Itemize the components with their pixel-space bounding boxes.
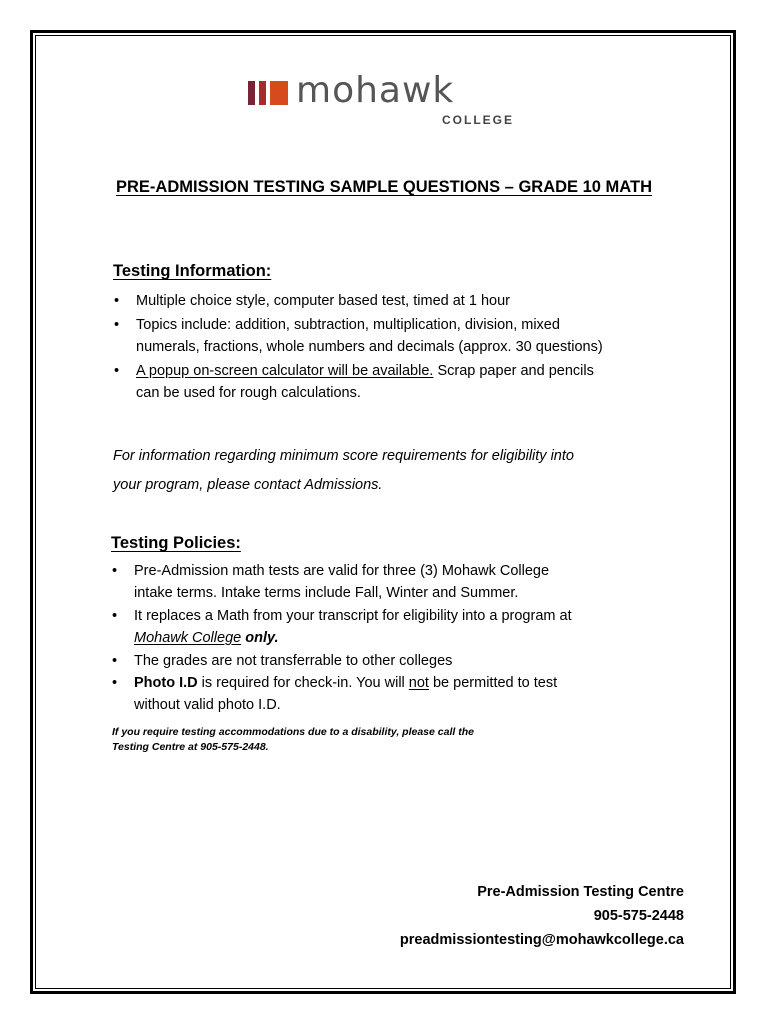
testing-information-list [112,290,672,404]
page-title: PRE-ADMISSION TESTING SAMPLE QUESTIONS – GRADE 10 MATH [115,178,652,196]
logo-wordmark: mohawk [296,70,455,111]
list-item: • It replaces a Math from your transcript for eligibility into a program at Mohawk College only. [110,605,670,649]
testing-policies-heading: Testing Policies: [111,534,241,552]
contact-email: preadmissiontesting@mohawkcollege.ca [399,932,684,948]
list-item: • Multiple choice style, computer based test, timed at 1 hour [112,290,672,312]
contact-name: Pre-Admission Testing Centre [477,884,684,900]
list-item: • Photo I.D is required for check-in. You will not be permitted to test without valid photo I.D. [110,672,670,716]
logo-bar [259,81,266,105]
list-item: • Topics include: addition, subtraction, multiplication, division, mixed numerals, fractions, whole numbers and decimals (approx. 30 questions) [112,314,672,358]
logo-subtitle: COLLEGE [442,113,515,127]
contact-block [400,880,684,952]
logo-bar [270,81,288,105]
admissions-info-paragraph: For information regarding minimum score requirements for eligibility into your program, please contact Admissions. [113,448,574,493]
list-item: • The grades are not transferrable to other colleges [110,650,670,672]
logo-bars-icon [248,81,292,105]
contact-phone: 905-575-2448 [593,908,684,924]
accommodations-note: If you require testing accommodations due to a disability, please call the Testing Centre at 905-575-2448. [112,726,474,753]
testing-policies-list [110,560,670,716]
mohawk-college-logo [248,70,538,132]
list-item: • Pre-Admission math tests are valid for three (3) Mohawk College intake terms. Intake terms include Fall, Winter and Summer. [110,560,670,604]
logo-bar [248,81,255,105]
testing-information-heading: Testing Information: [113,262,272,280]
list-item: • A popup on-screen calculator will be available. Scrap paper and pencils can be used for rough calculations. [112,360,672,404]
